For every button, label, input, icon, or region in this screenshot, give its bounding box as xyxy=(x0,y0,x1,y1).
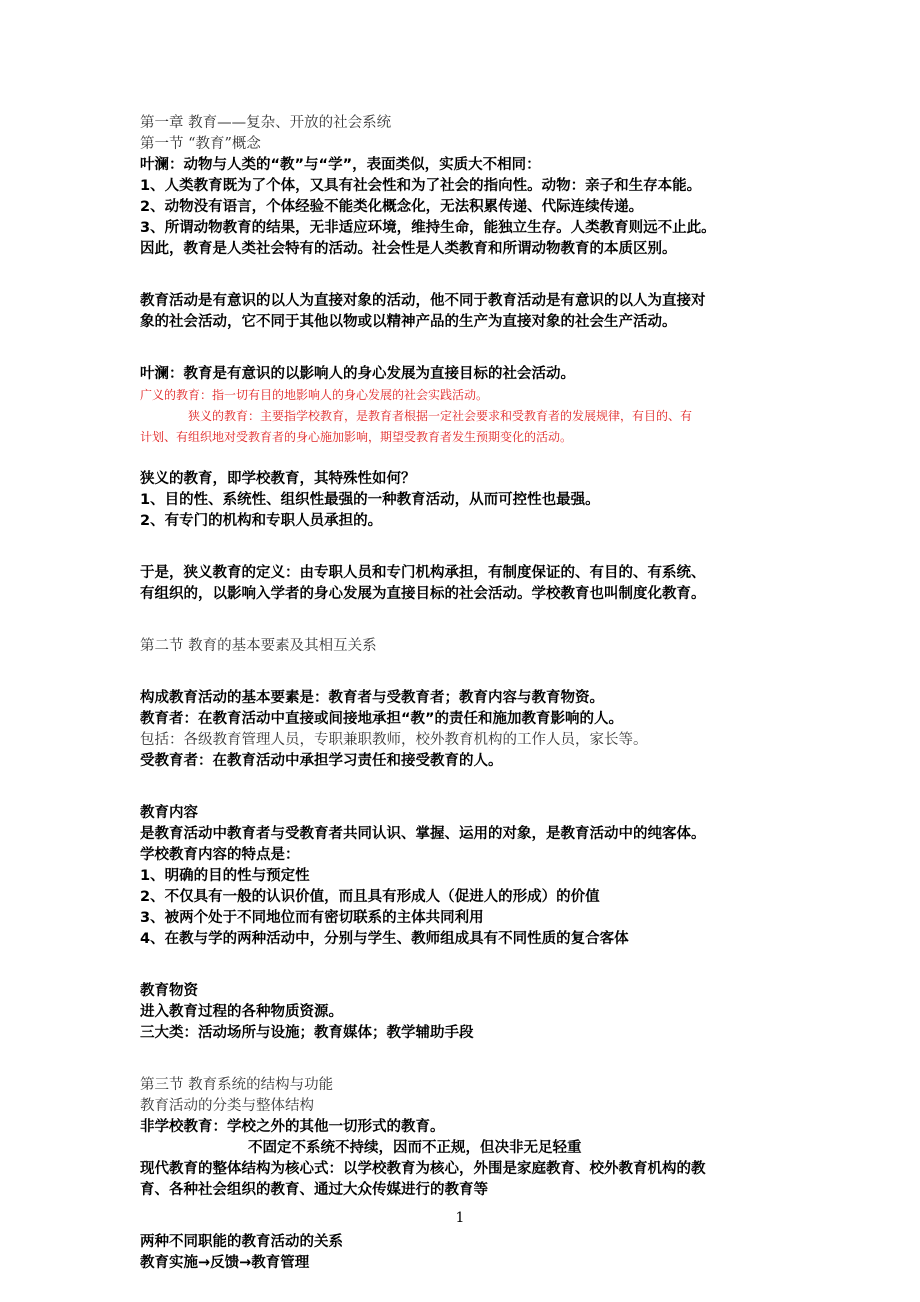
relation-flow: 教育实施→反馈→教育管理 xyxy=(140,1255,310,1271)
narrow-point-1: 1、目的性、系统性、组织性最强的一种教育活动，从而可控性也最强。 xyxy=(140,492,600,508)
modern-structure-line2: 育、各种社会组织的教育、通过大众传媒进行的教育等 xyxy=(140,1182,488,1198)
narrow-question: 狭义的教育，即学校教育，其特殊性如何？ xyxy=(140,471,416,487)
materials-definition: 进入教育过程的各种物质资源。 xyxy=(140,1004,343,1020)
section2-title: 第二节 教育的基本要素及其相互关系 xyxy=(140,638,377,654)
content-definition: 是教育活动中教育者与受教育者共同认识、掌握、运用的对象，是教育活动中的纯客体。 xyxy=(140,826,706,842)
educator-includes: 包括：各级教育管理人员，专职兼职教师，校外教育机构的工作人员，家长等。 xyxy=(140,732,648,748)
point-1: 1、人类教育既为了个体，又具有社会性和为了社会的指向性。动物：亲子和生存本能。 xyxy=(140,178,702,194)
non-school-note: 不固定不系统不持续，因而不正规，但决非无足轻重 xyxy=(248,1140,582,1156)
page-number: 1 xyxy=(455,1210,465,1226)
learner-definition: 受教育者：在教育活动中承担学习责任和接受教育的人。 xyxy=(140,753,503,769)
relation-title: 两种不同职能的教育活动的关系 xyxy=(140,1234,343,1250)
narrow-summary-line2: 有组织的，以影响入学者的身心发展为直接目标的社会活动。学校教育也叫制度化教育。 xyxy=(140,586,706,602)
educator-definition: 教育者：在教育活动中直接或间接地承担“教”的责任和施加教育影响的人。 xyxy=(140,711,624,727)
modern-structure-line1: 现代教育的整体结构为核心式：以学校教育为核心，外围是家庭教育、校外教育机构的教 xyxy=(140,1161,706,1177)
content-feature-4: 4、在教与学的两种活动中，分别与学生、教师组成具有不同性质的复合客体 xyxy=(140,931,629,947)
materials-title: 教育物资 xyxy=(140,983,198,999)
activity-definition-line1: 教育活动是有意识的以人为直接对象的活动，他不同于教育活动是有意识的以人为直接对 xyxy=(140,293,706,309)
section3-title: 第三节 教育系统的结构与功能 xyxy=(140,1077,334,1093)
content-feature-3: 3、被两个处于不同地位而有密切联系的主体共同利用 xyxy=(140,910,484,926)
content-features-title: 学校教育内容的特点是： xyxy=(140,847,300,863)
narrow-point-2: 2、有专门的机构和专职人员承担的。 xyxy=(140,513,383,529)
materials-types: 三大类：活动场所与设施；教育媒体；教学辅助手段 xyxy=(140,1025,474,1041)
yelan-intro: 叶澜：动物与人类的“教”与“学”，表面类似，实质大不相同： xyxy=(140,157,541,173)
yelan-definition: 叶澜：教育是有意识的以影响人的身心发展为直接目标的社会活动。 xyxy=(140,366,575,382)
basic-elements: 构成教育活动的基本要素是：教育者与受教育者；教育内容与教育物资。 xyxy=(140,690,604,706)
content-feature-1: 1、明确的目的性与预定性 xyxy=(140,868,310,884)
section3-subtitle: 教育活动的分类与整体结构 xyxy=(140,1098,314,1114)
chapter-title: 第一章 教育——复杂、开放的社会系统 xyxy=(140,115,392,131)
narrow-definition-line1: 狭义的教育：主要指学校教育，是教育者根据一定社会要求和受教育者的发展规律，有目的、有 xyxy=(188,409,693,423)
conclusion: 因此，教育是人类社会特有的活动。社会性是人类教育和所谓动物教育的本质区别。 xyxy=(140,241,677,257)
broad-definition: 广义的教育：指一切有目的地影响人的身心发展的社会实践活动。 xyxy=(140,388,489,402)
document-body xyxy=(140,113,780,1274)
section1-title: 第一节 “教育”概念 xyxy=(140,136,261,152)
narrow-definition-line2: 计划、有组织地对受教育者的身心施加影响，期望受教育者发生预期变化的活动。 xyxy=(140,430,573,444)
point-3: 3、所谓动物教育的结果，无非适应环境，维持生命，能独立生存。人类教育则远不止此。 xyxy=(140,220,716,236)
narrow-summary-line1: 于是，狭义教育的定义：由专职人员和专门机构承担，有制度保证的、有目的、有系统、 xyxy=(140,565,706,581)
content-feature-2: 2、不仅具有一般的认识价值，而且具有形成人（促进人的形成）的价值 xyxy=(140,889,600,905)
non-school-definition: 非学校教育：学校之外的其他一切形式的教育。 xyxy=(140,1119,445,1135)
content-title: 教育内容 xyxy=(140,805,198,821)
activity-definition-line2: 象的社会活动，它不同于其他以物或以精神产品的生产为直接对象的社会生产活动。 xyxy=(140,314,677,330)
point-2: 2、动物没有语言，个体经验不能类化概念化，无法积累传递、代际连续传递。 xyxy=(140,199,644,215)
